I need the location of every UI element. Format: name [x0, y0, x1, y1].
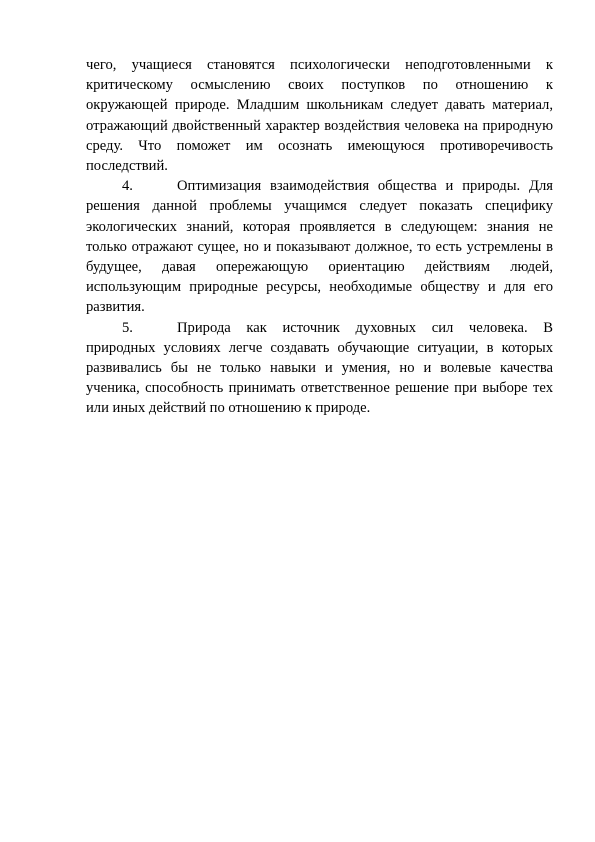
paragraph-item-5	[86, 318, 553, 419]
document-body	[86, 55, 553, 419]
paragraph-text: чего, учащиеся становятся психологически неподготовленными к критическому осмыслению своих поступков по отношению к окружающей природе. Младшим школьникам следует давать материал, отражающий двойственный характер воздействия человека на природную среду. Что поможет им осознать имеющуюся противоречивость последствий.	[86, 57, 553, 175]
paragraph-number: 4.	[122, 178, 133, 195]
paragraph-continuation	[86, 55, 553, 176]
paragraph-number: 5.	[122, 319, 133, 336]
paragraph-heading: Природа как источник духовных сил человека.	[177, 319, 528, 336]
paragraph-text: В природных условиях легче создавать обучающие ситуации, в которых развивались бы не только навыки и умения, но и волевые качества ученика, способность принимать ответственное решение при выборе тех или иных действий по отношению к природе.	[86, 319, 553, 417]
paragraph-text: Для решения данной проблемы учащимся следует показать специфику экологических знаний, которая проявляется в следующем: знания не только отражают сущее, но и показывают должное, то есть устремлены в будущее, давая опережающую ориентацию действиям людей, использующим природные ресурсы, необходимые обществу и для его развития.	[86, 178, 553, 316]
paragraph-heading: Оптимизация взаимодействия общества и природы.	[177, 178, 521, 195]
paragraph-item-4	[86, 176, 553, 317]
